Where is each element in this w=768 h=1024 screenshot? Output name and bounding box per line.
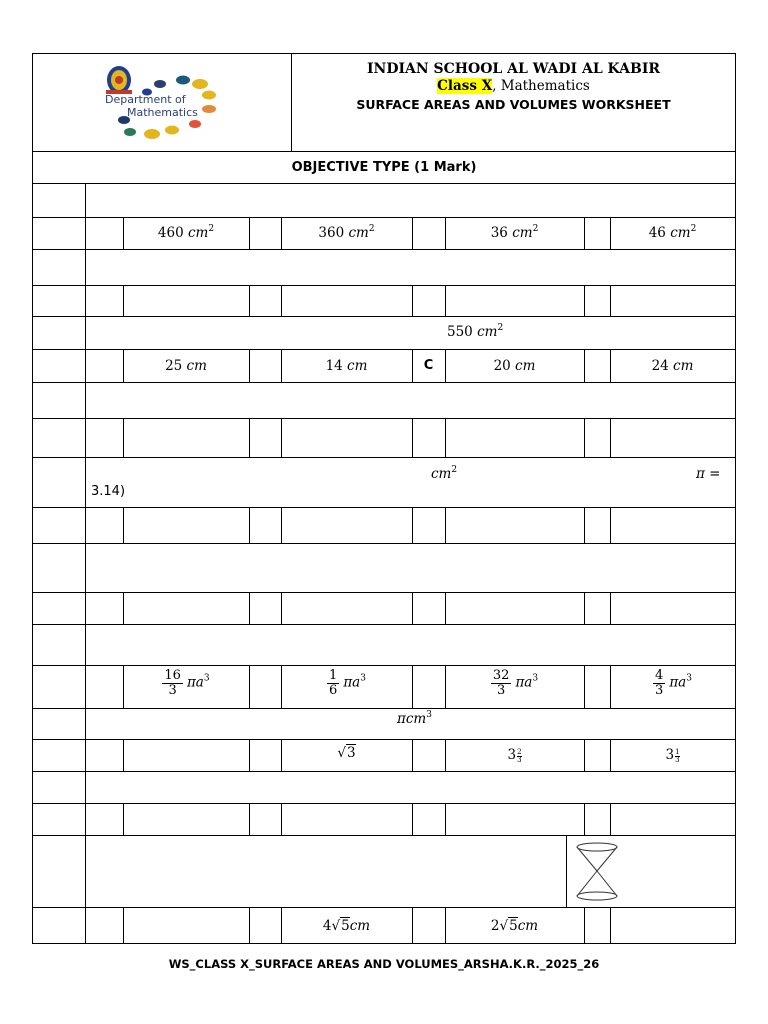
value: 460 [157, 225, 184, 241]
row9-pi-symbol: π = [696, 466, 721, 482]
value: 360 [318, 225, 345, 241]
department-logo [100, 62, 225, 144]
value: 46 [648, 225, 666, 241]
pi-a: πa [515, 674, 533, 691]
row2-option-a [123, 225, 249, 241]
value: 550 [447, 324, 473, 340]
row6-option-d [610, 358, 735, 374]
base: 3 [665, 747, 675, 763]
row14-volume-unit [397, 711, 432, 727]
row2-option-d [610, 225, 735, 241]
row2-option-c [445, 225, 584, 241]
double-cone-icon [572, 840, 622, 904]
exponent: 2 [497, 323, 504, 333]
exponent-fraction [675, 749, 679, 764]
numerator: 2 [517, 748, 522, 756]
unit: cm [348, 225, 369, 241]
unit: cm [477, 324, 498, 340]
class-highlight: Class X [437, 78, 493, 94]
exponent: 2 [208, 224, 215, 234]
coefficient: 4 [322, 918, 332, 934]
exponent: 3 [203, 673, 210, 684]
unit: cm [431, 466, 452, 482]
fraction [653, 669, 665, 697]
value: 25 [165, 358, 183, 374]
row9-pi-value: 3.14) [91, 484, 126, 499]
base: 3 [507, 747, 517, 763]
denominator: 3 [497, 682, 506, 698]
denominator: 6 [329, 682, 338, 698]
radicand: 3 [347, 745, 356, 761]
radicand: 5 [341, 918, 350, 934]
denominator: 3 [168, 682, 177, 698]
exponent: 3 [360, 673, 366, 684]
value: 36 [490, 225, 508, 241]
row19-option-c: 2√5cm [490, 918, 539, 934]
exponent: 2 [451, 465, 458, 475]
pi-a: πa [343, 674, 361, 691]
fraction [327, 669, 339, 697]
unit: cm [512, 225, 533, 241]
exponent-fraction [517, 749, 521, 764]
value: 20 [493, 358, 511, 374]
numerator: 16 [164, 668, 181, 683]
unit: cm [517, 918, 539, 934]
numerator: 32 [492, 668, 510, 683]
exponent: 3 [532, 673, 539, 684]
exponent: 3 [686, 673, 692, 684]
unit: cm [515, 358, 536, 374]
row15-option-c [445, 747, 584, 764]
numerator: 1 [329, 668, 338, 683]
coefficient: 2 [490, 918, 500, 934]
row13-option-b [281, 669, 412, 697]
unit: πcm [397, 711, 427, 727]
pi-a: πa [669, 674, 687, 691]
unit: cm [349, 918, 371, 934]
numerator: 4 [655, 668, 664, 683]
row13-option-a [123, 669, 249, 697]
logo-text-line2: Mathematics [127, 106, 198, 119]
row9-unit [431, 466, 457, 482]
numerator: 1 [675, 748, 680, 756]
exponent: 3 [426, 710, 432, 720]
row2-option-b [281, 225, 412, 241]
section-title: OBJECTIVE TYPE (1 Mark) [291, 160, 477, 175]
logo-text-line1: Department of [105, 93, 186, 106]
school-name: INDIAN SCHOOL AL WADI AL KABIR [366, 61, 661, 77]
value: 14 [325, 358, 343, 374]
double-cone-figure [572, 840, 622, 904]
unit: cm [187, 225, 209, 241]
unit: cm [347, 358, 368, 374]
worksheet-title: SURFACE AREAS AND VOLUMES WORKSHEET [356, 97, 671, 112]
value: 24 [651, 358, 669, 374]
row15-option-d [610, 747, 735, 764]
denominator: 3 [675, 756, 680, 764]
denominator: 3 [655, 682, 664, 698]
radicand: 5 [509, 918, 518, 934]
row13-option-d [610, 669, 735, 697]
denominator: 3 [517, 756, 522, 764]
fraction [162, 669, 183, 697]
row6-option-c-label: C [423, 358, 434, 373]
exponent: 2 [690, 224, 697, 234]
unit: cm [186, 358, 207, 374]
fraction [491, 669, 512, 697]
page-footer: WS_CLASS X_SURFACE AREAS AND VOLUMES_ARSHA.K.R._2025_26 [168, 957, 600, 971]
class-line [292, 78, 735, 94]
unit: cm [670, 225, 691, 241]
unit: cm [673, 358, 694, 374]
row6-option-c [445, 358, 584, 374]
row15-option-b: √3 [337, 745, 356, 761]
row13-option-c [445, 669, 584, 697]
exponent: 2 [368, 224, 375, 234]
row5-question-value [447, 324, 503, 340]
row6-option-b [281, 358, 412, 374]
row6-option-a [123, 358, 249, 374]
exponent: 2 [532, 224, 539, 234]
pi-a: πa [186, 674, 204, 691]
row19-option-b: 4√5cm [322, 918, 371, 934]
class-subject: , Mathematics [492, 78, 590, 94]
